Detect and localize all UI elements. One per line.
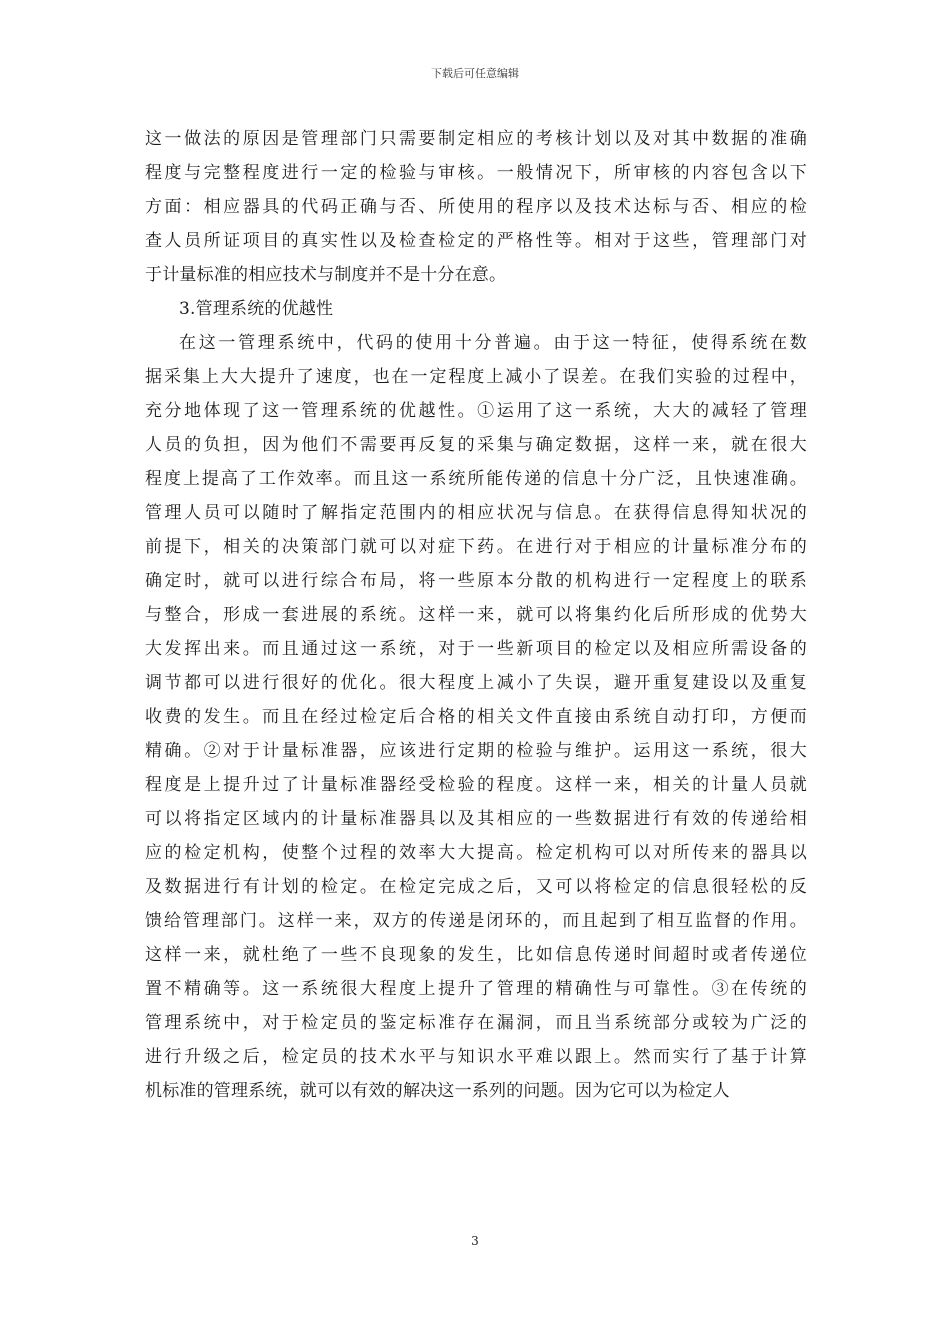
- text-line: 这样一来，就杜绝了一些不良现象的发生，比如信息传递时间超时或者传递位: [145, 945, 807, 965]
- section-heading: 3.管理系统的优越性: [179, 299, 334, 319]
- text-line: 大发挥出来。而且通过这一系统，对于一些新项目的检定以及相应所需设备的: [145, 639, 807, 659]
- text-line: 这一做法的原因是管理部门只需要制定相应的考核计划以及对其中数据的准确: [145, 129, 807, 149]
- text-line: 管理人员可以随时了解指定范围内的相应状况与信息。在获得信息得知状况的: [145, 503, 807, 523]
- text-line: 及数据进行有计划的检定。在检定完成之后，又可以将检定的信息很轻松的反: [145, 877, 807, 897]
- text-line: 精确。②对于计量标准器，应该进行定期的检验与维护。运用这一系统，很大: [145, 741, 807, 761]
- text-line: 应的检定机构，使整个过程的效率大大提高。检定机构可以对所传来的器具以: [145, 843, 807, 863]
- text-line: 机标准的管理系统，就可以有效的解决这一系列的问题。因为它可以为检定人: [145, 1081, 730, 1101]
- text-line: 进行升级之后，检定员的技术水平与知识水平难以跟上。然而实行了基于计算: [145, 1047, 807, 1067]
- paragraph-first-line: 在这一管理系统中，代码的使用十分普遍。由于这一特征，使得系统在数: [179, 333, 807, 353]
- text-line: 与整合，形成一套进展的系统。这样一来，就可以将集约化后所形成的优势大: [145, 605, 807, 625]
- text-line: 管理系统中，对于检定员的鉴定标准存在漏洞，而且当系统部分或较为广泛的: [145, 1013, 807, 1033]
- document-body: [145, 122, 807, 1108]
- text-line: 充分地体现了这一管理系统的优越性。①运用了这一系统，大大的减轻了管理: [145, 401, 807, 421]
- text-line: 确定时，就可以进行综合布局，将一些原本分散的机构进行一定程度上的联系: [145, 571, 807, 591]
- text-line: 方面：相应器具的代码正确与否、所使用的程序以及技术达标与否、相应的检: [145, 197, 807, 217]
- text-line: 程度上提高了工作效率。而且这一系统所能传递的信息十分广泛，且快速准确。: [145, 469, 807, 489]
- text-line: 据采集上大大提升了速度，也在一定程度上减小了误差。在我们实验的过程中，: [145, 367, 807, 387]
- text-line: 人员的负担，因为他们不需要再反复的采集与确定数据，这样一来，就在很大: [145, 435, 807, 455]
- page-header: 下载后可任意编辑: [431, 67, 519, 80]
- text-line: 可以将指定区域内的计量标准器具以及其相应的一些数据进行有效的传递给相: [145, 809, 807, 829]
- text-line: 于计量标准的相应技术与制度并不是十分在意。: [145, 265, 507, 285]
- text-line: 前提下，相关的决策部门就可以对症下药。在进行对于相应的计量标准分布的: [145, 537, 807, 557]
- text-line: 查人员所证项目的真实性以及检查检定的严格性等。相对于这些，管理部门对: [145, 231, 807, 251]
- text-line: 馈给管理部门。这样一来，双方的传递是闭环的，而且起到了相互监督的作用。: [145, 911, 807, 931]
- text-line: 调节都可以进行很好的优化。很大程度上减小了失误，避开重复建设以及重复: [145, 673, 807, 693]
- text-line: 置不精确等。这一系统很大程度上提升了管理的精确性与可靠性。③在传统的: [145, 979, 807, 999]
- text-line: 收费的发生。而且在经过检定后合格的相关文件直接由系统自动打印，方便而: [145, 707, 807, 727]
- page-number: 3: [471, 1234, 479, 1248]
- text-line: 程度是上提升过了计量标准器经受检验的程度。这样一来，相关的计量人员就: [145, 775, 807, 795]
- text-line: 程度与完整程度进行一定的检验与审核。一般情况下，所审核的内容包含以下: [145, 163, 807, 183]
